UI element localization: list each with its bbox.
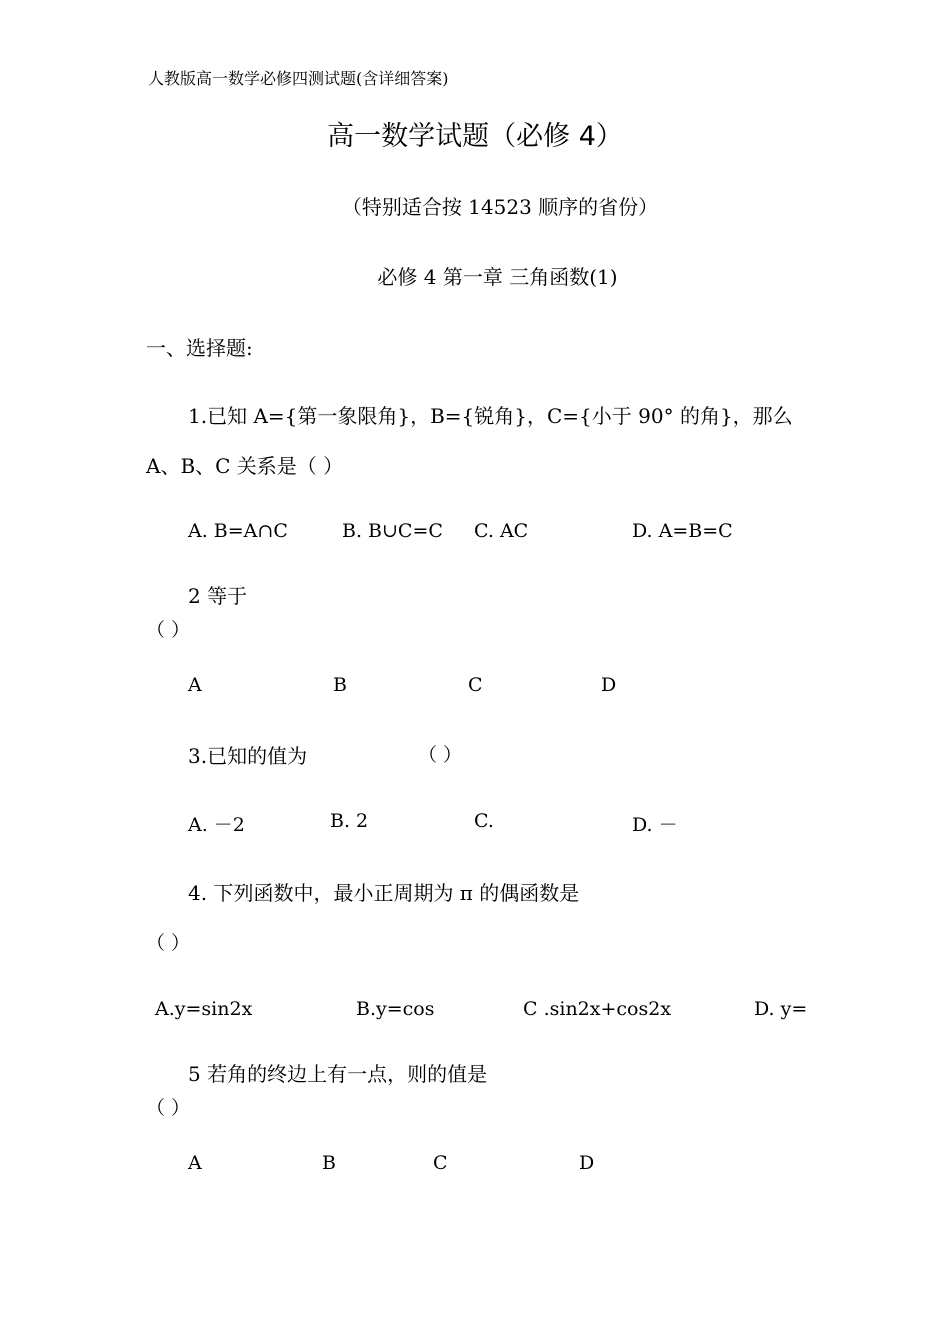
question-1-bracket: A、B、C 关系是（ ）: [146, 454, 344, 478]
question-5-option-d: D: [579, 1152, 595, 1174]
question-4-text: 4. 下列函数中，最小正周期为 π 的偶函数是: [188, 881, 580, 905]
question-3-bracket: （ ）: [418, 744, 463, 766]
question-3-option-b: B. 2: [330, 810, 369, 832]
question-4-option-c: C .sin2x+cos2x: [523, 998, 672, 1020]
question-5-option-c: C: [433, 1152, 448, 1174]
question-1-option-a: A. B=A∩C: [188, 520, 288, 542]
question-2-text: 2 等于: [188, 584, 248, 608]
question-4-option-a: A.y=sin2x: [155, 998, 253, 1020]
question-5-option-b: B: [322, 1152, 336, 1174]
question-5-bracket: （ ）: [146, 1097, 191, 1119]
question-2-option-d: D: [601, 674, 617, 696]
document-header: 人教版高一数学必修四测试题(含详细答案): [148, 69, 449, 88]
question-1-option-b: B. B∪C=C: [342, 520, 443, 542]
question-4-option-b: B.y=cos: [356, 998, 435, 1020]
question-2-option-b: B: [333, 674, 347, 696]
page-title: 高一数学试题（必修 4）: [327, 121, 623, 152]
question-3-option-c: C.: [474, 810, 494, 832]
question-1-option-c: C. AC: [474, 520, 529, 542]
question-2-bracket: （ ）: [146, 619, 191, 641]
chapter-heading: 必修 4 第一章 三角函数(1): [377, 265, 618, 289]
question-3-option-a: A. －2: [188, 814, 245, 836]
question-4-option-d: D. y=: [754, 998, 808, 1020]
question-5-option-a: A: [188, 1152, 202, 1174]
section-heading: 一、选择题:: [146, 336, 253, 360]
question-5-text: 5 若角的终边上有一点，则的值是: [188, 1062, 488, 1086]
question-4-bracket: （ ）: [146, 932, 191, 954]
question-2-option-c: C: [468, 674, 483, 696]
question-1-text: 1.已知 A={第一象限角}，B={锐角}，C={小于 90° 的角}，那么: [188, 404, 793, 428]
question-2-option-a: A: [188, 674, 202, 696]
question-1-option-d: D. A=B=C: [632, 520, 733, 542]
question-3-option-d: D. －: [632, 814, 678, 836]
question-3-text: 3.已知的值为: [188, 744, 308, 768]
page-subtitle: （特别适合按 14523 顺序的省份）: [341, 195, 659, 219]
